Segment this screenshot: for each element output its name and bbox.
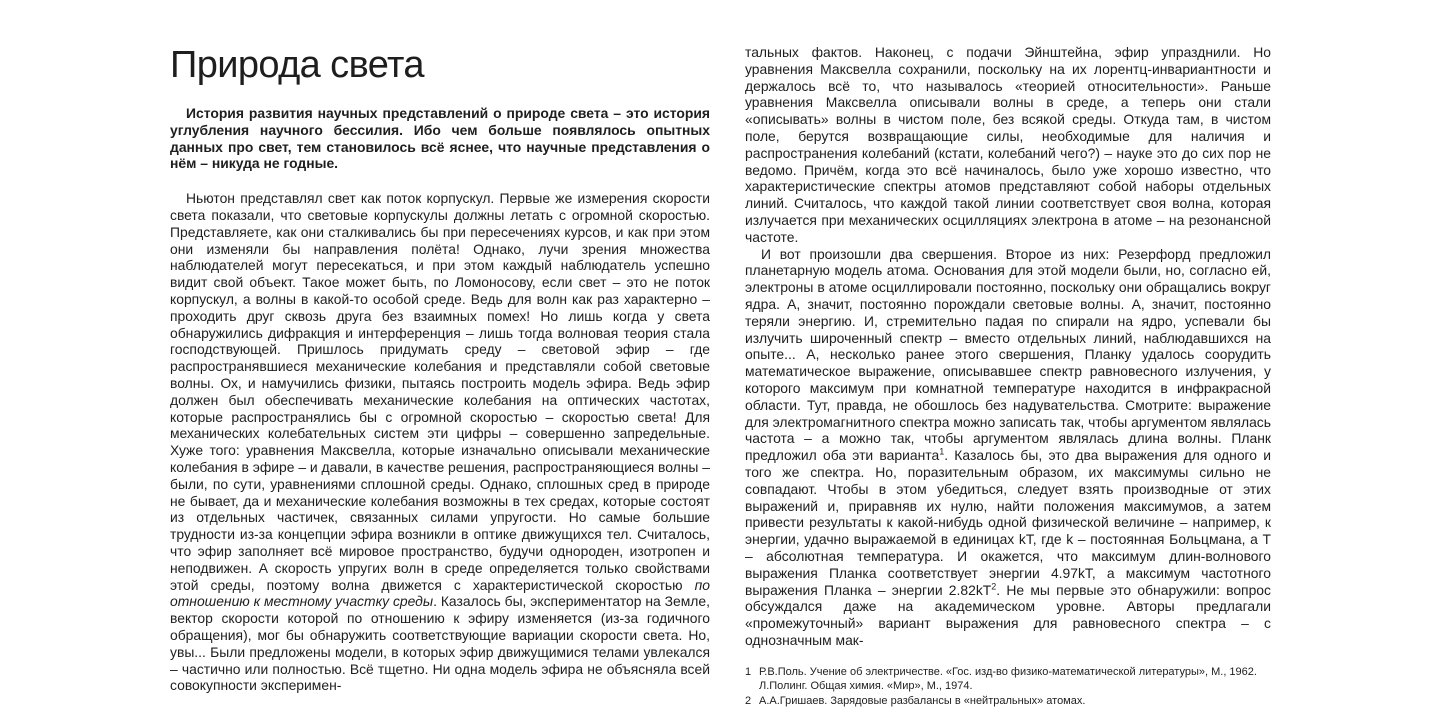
footnote-2-text	[759, 694, 1271, 709]
footnote-1-marker: 1	[745, 665, 752, 678]
emphasized-text: по отношению к местному участку среды	[170, 576, 710, 610]
footnote-2	[745, 694, 1271, 709]
page-title: Природа света	[170, 44, 424, 86]
body-text-s3: . Не мы первые это обнаружили: вопрос обсуждался даже на академическом уровне. Авторы предлагали «промежуточный» вариант выражения для равновесного спектра – с однозначным мак-	[745, 581, 1271, 648]
footnote-ref-1: 1	[939, 446, 945, 457]
body-text-s1: И вот произошли два свершения. Второе из них: Резерфорд предложил планетарную модель атома. Основания для этой модели были, но, согласно ей, электроны в атоме осциллировали постоянно, поскольку они обращались вокруг ядра. А, значит, постоянно порождали световые волны. А, значит, постоянно теряли энергию. И, стремительно падая по спирали на ядро, успевали бы излучить широченный спектр – вместо отдельных линий, наблюдавшихся на опыте... А, несколько ранее этого свершения, Планку удалось соорудить математическое выражение, описывавшее спектр равновесного излучения, у которого максимум при комнатной температуре находится в инфракрасной области. Тут, правда, не обошлось без надувательства. Смотрите: выражение для электромагнитного спектра можно записать так, чтобы аргументом являлась частота – а можно так, чтобы аргументом являлась длина волны. Планк предложил оба эти варианта	[745, 245, 1271, 464]
body-text-s2: . Казалось бы, это два выражения для одного и того же спектра. Но, поразительным образом, их максимумы сильно не совпадают. Чтобы в этом убедиться, следует взять производные от этих выражений и, приравняв их нулю, найти положения максимумов, а затем привести результаты к какой-нибудь одной физической величине – например, к энергии, удачно выражаемой в единицах kT, где k – постоянная Больцмана, а Т – абсолютная температура. И окажется, что максимум длин-волнового выражения Планка соответствует энергии 4.97kT, а максимум частотного выражения Планка – энергии 2.82kT	[745, 447, 1272, 598]
footnotes-block	[745, 665, 1271, 709]
footnote-1	[745, 665, 1271, 694]
intro-paragraph: История развития научных представлений о природе света – это история углубления научного бессилия. Ибо чем больше появлялось опытных данных про свет, тем становилось всё яснее, что научные представления о нём – никуда не годные.	[170, 105, 710, 172]
footnote-1-line-1: Р.В.Поль. Учение об электричестве. «Гос. изд-во физико-математической литературы», М., 1962.	[759, 665, 1257, 678]
body-text-part2: . Казалось бы, экспериментатор на Земле, вектор скорости которой по отношению к эфиру изменяется (из-за годичного обращения), мог бы обнаружить соответствующие вариации скорости света. Но, увы... Были предложены модели, в которых эфир движущимися телами увлекался – частично или полностью. Всё тщетно. Ни одна модель эфира не объясняла всей совокупности эксперимен-	[170, 593, 711, 694]
footnote-1-line-2: Л.Полинг. Общая химия. «Мир», М., 1974.	[759, 680, 973, 693]
right-column	[745, 44, 1271, 708]
footnote-2-line-1: А.А.Гришаев. Зарядовые разбалансы в «нейтральных» атомах.	[759, 694, 1086, 707]
body-paragraph-continuation: тальных фактов. Наконец, с подачи Эйнштейна, эфир упразднили. Но уравнения Максвелла сохранили, поскольку на их лорентц-инвариантности и держалось всё то, что называлось «теорией относительности». Раньше уравнения Максвелла описывали волны в среде, а теперь они стали «описывать» волны в чистом поле, без всякой среды. Откуда там, в чистом поле, берутся возвращающие силы, необходимые для наличия и распространения колебаний (кстати, колебаний чего?) – науке это до сих пор не ведомо. Причём, когда это всё начиналось, было уже хорошо известно, что характеристические спектры атомов представляют собой наборы отдельных линий. Считалось, что каждой такой линии соответствует своя волна, которая излучается при механических осцилляциях электрона в атоме – на резонансной частоте.	[745, 44, 1271, 245]
left-column	[170, 44, 710, 694]
body-paragraph-right	[745, 246, 1271, 649]
footnote-2-marker: 2	[745, 694, 752, 707]
footnote-ref-2: 2	[991, 580, 997, 591]
footnote-1-text	[759, 665, 1271, 694]
body-paragraph-left	[170, 190, 710, 694]
body-text-part1: Ньютон представлял свет как поток корпускул. Первые же измерения скорости света показали, что световые корпускулы должны летать с огромной скоростью. Представляете, как они сталкивались бы при пересечениях курсов, и как при этом они изменяли бы направления полёта! Однако, лучи зрения множества наблюдателей могут пересекаться, и при этом каждый наблюдатель успешно видит свой объект. Такое может быть, по Ломоносову, если свет – это не поток корпускул, а волны в какой-то особой среде. Ведь для волн как раз характерно – проходить друг сквозь друга без взаимных помех! Но лишь когда у света обнаружились дифракция и интерференция – лишь тогда волновая теория стала господствующей. Пришлось придумать среду – световой эфир – где распространявшиеся механические колебания и представляли собой световые волны. Ох, и намучились физики, пытаясь построить модель эфира. Ведь эфир должен был обеспечивать механические колебания на оптических частотах, которые распространялись бы с огромной скоростью – скоростью света! Для механических колебательных систем эти цифры – совершенно запредельные. Хуже того: уравнения Максвелла, которые изначально описывали механические колебания в эфире – и давали, в качестве решения, распространяющиеся волны – были, по сути, уравнениями сплошной среды. Однако, сплошных сред в природе не бывает, да и механические колебания возможны в тех средах, которые состоят из отдельных частичек, связанных силами упругости. Но самые большие трудности из-за концепции эфира возникли в оптике движущихся тел. Считалось, что эфир заполняет всё мировое пространство, будучи однороден, изотропен и неподвижен. А скорость упругих волн в среде определяется только свойствами этой среды, поэтому волна движется с характеристической скоростью	[170, 190, 710, 593]
